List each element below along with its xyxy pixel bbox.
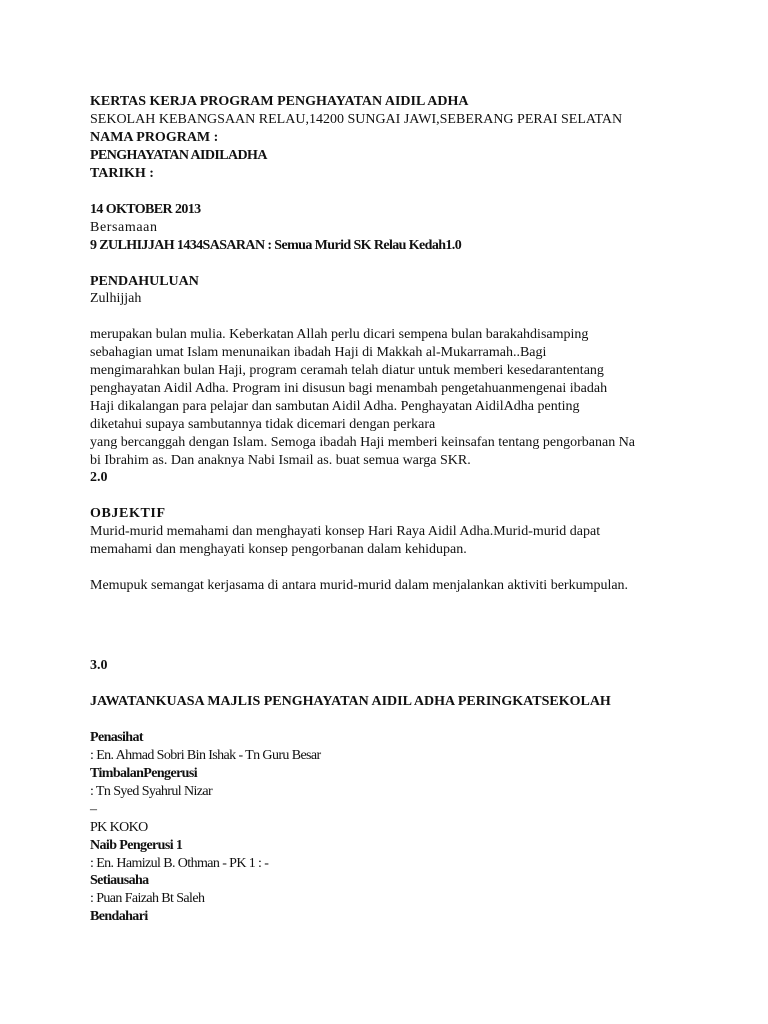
pendahuluan-line: Haji dikalangan para pelajar dan sambutan Aidil Adha. Penghayatan AidilAdha penting bbox=[90, 399, 580, 414]
jawatankuasa-heading: JAWATANKUASA MAJLIS PENGHAYATAN AIDIL ADHA PERINGKATSEKOLAH bbox=[90, 694, 611, 709]
section-number-2: 2.0 bbox=[90, 470, 108, 485]
dash-separator: – bbox=[90, 802, 97, 817]
naib-value: : En. Hamizul B. Othman - PK 1 : - bbox=[90, 856, 269, 871]
pendahuluan-first-word: Zulhijjah bbox=[90, 291, 142, 306]
timbalan-value: : Tn Syed Syahrul Nizar bbox=[90, 784, 213, 799]
objektif-extra: Memupuk semangat kerjasama di antara murid-murid dalam menjalankan aktiviti berkumpulan. bbox=[90, 578, 629, 593]
section-number-3: 3.0 bbox=[90, 658, 108, 673]
timbalan-label: TimbalanPengerusi bbox=[90, 766, 198, 781]
bendahari-label: Bendahari bbox=[90, 909, 148, 924]
school-address: SEKOLAH KEBANGSAAN RELAU,14200 SUNGAI JAWI,SEBERANG PERAI SELATAN bbox=[90, 112, 623, 127]
pk-koko: PK KOKO bbox=[90, 820, 148, 835]
program-name: PENGHAYATAN AIDILADHA bbox=[90, 148, 267, 163]
setiausaha-label: Setiausaha bbox=[90, 873, 149, 888]
objektif-line: memahami dan menghayati konsep pengorbanan dalam kehidupan. bbox=[90, 542, 467, 557]
pendahuluan-line: merupakan bulan mulia. Keberkatan Allah perlu dicari sempena bulan barakahdisamping bbox=[90, 327, 589, 342]
pendahuluan-line: yang bercanggah dengan Islam. Semoga ibadah Haji memberi keinsafan tentang pengorbanan Na bbox=[90, 435, 636, 450]
objektif-heading: OBJEKTIF bbox=[90, 506, 166, 521]
hijri-target-line: 9 ZULHIJJAH 1434SASARAN : Semua Murid SK Relau Kedah1.0 bbox=[90, 238, 462, 253]
pendahuluan-line: diketahui supaya sambutannya tidak dicemari dengan perkara bbox=[90, 417, 436, 432]
document-title: KERTAS KERJA PROGRAM PENGHAYATAN AIDIL ADHA bbox=[90, 94, 469, 109]
pendahuluan-line: sebahagian umat Islam menunaikan ibadah Haji di Makkah al-Mukarramah..Bagi bbox=[90, 345, 547, 360]
pendahuluan-heading: PENDAHULUAN bbox=[90, 274, 199, 289]
pendahuluan-line: mengimarahkan bulan Haji, program ceramah telah diatur untuk memberi kesedarantentang bbox=[90, 363, 604, 378]
naib-label: Naib Pengerusi 1 bbox=[90, 838, 183, 853]
equivalent-label: Bersamaan bbox=[90, 220, 158, 235]
penasihat-value: : En. Ahmad Sobri Bin Ishak - Tn Guru Besar bbox=[90, 748, 321, 763]
setiausaha-value: : Puan Faizah Bt Saleh bbox=[90, 891, 205, 906]
date-label: TARIKH : bbox=[90, 166, 154, 181]
program-label: NAMA PROGRAM : bbox=[90, 130, 219, 145]
objektif-line: Murid-murid memahami dan menghayati konsep Hari Raya Aidil Adha.Murid-murid dapat bbox=[90, 524, 601, 539]
date-value: 14 OKTOBER 2013 bbox=[90, 202, 201, 217]
pendahuluan-line: penghayatan Aidil Adha. Program ini disusun bagi menambah pengetahuanmengenai ibadah bbox=[90, 381, 608, 396]
pendahuluan-line: bi Ibrahim as. Dan anaknya Nabi Ismail as. buat semua warga SKR. bbox=[90, 453, 471, 468]
penasihat-label: Penasihat bbox=[90, 730, 143, 745]
